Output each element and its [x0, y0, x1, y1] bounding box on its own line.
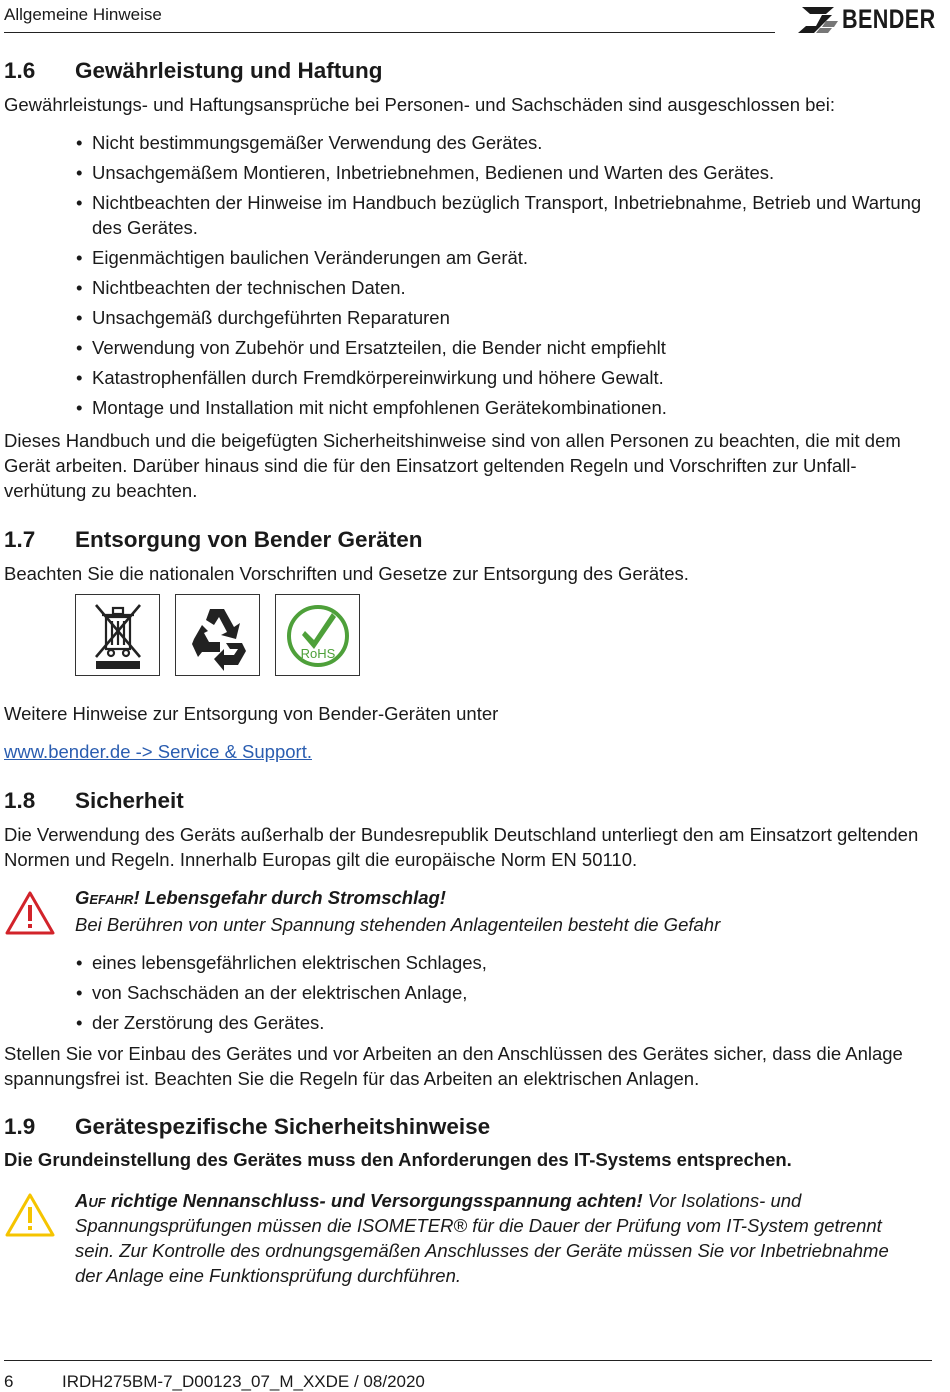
section-number: 1.9	[4, 1114, 36, 1139]
paragraph-bold-intro: Die Grundeinstellung des Gerätes muss den Anforderungen des IT-Systems entsprechen.	[4, 1149, 792, 1170]
danger-warning-triangle-icon	[4, 890, 56, 936]
section-title: Sicherheit	[75, 788, 184, 813]
list-item: • Katastrophenfällen durch Fremdkörpereinwirkung und höhere Gewalt.	[76, 365, 936, 390]
section-title: Gerätespezifische Sicherheitshinweise	[75, 1114, 491, 1139]
rohs-label: RoHS	[300, 646, 336, 661]
caution-warning-triangle-icon	[4, 1192, 56, 1238]
bender-logo-mark-icon	[796, 5, 840, 35]
list-item: • Eigenmächtigen baulichen Veränderungen am Gerät.	[76, 245, 936, 270]
list-item: • eines lebensgefährlichen elektrischen Schlages,	[76, 950, 936, 975]
header-title: Allgemeine Hinweise	[4, 5, 162, 24]
page-number: 6	[4, 1372, 14, 1391]
danger-warning-text: Bei Berühren von unter Spannung stehenden Anlagenteilen besteht die Gefahr	[75, 914, 721, 935]
caution-warning-text	[75, 1188, 915, 1288]
danger-title-text: Lebensgefahr durch Stromschlag!	[144, 887, 446, 908]
paragraph-disposal-intro: Beachten Sie die nationalen Vorschriften und Gesetze zur Entsorgung des Gerätes.	[4, 563, 689, 584]
paragraph-more-info: Weitere Hinweise zur Entsorgung von Bender-Geräten unter	[4, 703, 499, 724]
section-number: 1.7	[4, 527, 36, 552]
logo-text: BENDER	[842, 4, 936, 34]
section-number: 1.6	[4, 58, 36, 83]
section-heading-1-8	[4, 788, 184, 814]
footer-divider	[4, 1360, 932, 1361]
paragraph-safety-outro: Stellen Sie vor Einbau des Gerätes und vor Arbeiten an den Anschlüssen des Gerätes sicher, dass die Anlage spannungsfrei ist. Beachten Sie die Regeln für das Arbeiten an elektrischen Anlagen.	[4, 1043, 903, 1089]
recycling-icon	[175, 594, 260, 676]
header-divider	[4, 32, 775, 33]
list-item: • Unsachgemäß durchgeführten Reparaturen	[76, 305, 936, 330]
danger-warning-title	[75, 887, 446, 909]
paragraph-safety-intro: Die Verwendung des Geräts außerhalb der Bundesrepublik Deutschland unterliegt den am Einsatzort geltenden Normen und Regeln. Innerhalb Europas gilt die europäische Norm EN 50110.	[4, 824, 919, 870]
caution-keyword: Auf	[75, 1190, 106, 1211]
list-item: • Unsachgemäßem Montieren, Inbetriebnehmen, Bedienen und Warten des Gerätes.	[76, 160, 936, 185]
weee-crossed-bin-icon	[75, 594, 160, 676]
bender-service-support-link[interactable]: www.bender.de -> Service & Support.	[4, 741, 312, 762]
paragraph-intro: Gewährleistungs- und Haftungsansprüche bei Personen- und Sachschäden sind ausgeschlossen bei:	[4, 94, 835, 115]
danger-keyword: Gefahr!	[75, 887, 140, 908]
list-item: • Nicht bestimmungsgemäßer Verwendung des Gerätes.	[76, 130, 936, 155]
document-id: IRDH275BM-7_D00123_07_M_XXDE / 08/2020	[62, 1372, 425, 1391]
section-heading-1-7	[4, 527, 423, 553]
list-item: • Montage und Installation mit nicht empfohlenen Gerätekombinationen.	[76, 395, 936, 420]
rohs-check-icon	[275, 594, 360, 676]
list-item: • Nichtbeachten der Hinweise im Handbuch bezüglich Transport, Inbetriebnahme, Betrieb und Wartung des Gerätes.	[76, 190, 936, 240]
section-heading-1-6	[4, 58, 383, 84]
list-item: • Nichtbeachten der technischen Daten.	[76, 275, 936, 300]
section-title: Entsorgung von Bender Geräten	[75, 527, 423, 552]
caution-body-text: Vor Isolations- und Spannungsprüfungen müssen die ISOMETER® für die Dauer der Prüfung vom IT-System getrennt sein. Zur Kontrolle des ordnungsgemäßen Anschlusses der Geräte müssen Sie vor Inbetriebnahme der Anlage eine Funktionsprüfung durchführen.	[75, 1190, 889, 1286]
list-item: • der Zerstörung des Gerätes.	[76, 1010, 936, 1035]
caution-title-text: richtige Nennanschluss- und Versorgungsspannung achten!	[105, 1190, 643, 1211]
paragraph-outro: Dieses Handbuch und die beigefügten Sicherheitshinweise sind von allen Personen zu beachten, die mit dem Gerät arbeiten. Darüber hinaus sind die für den Einsatzort geltenden Regeln und Vorschriften zur Unfall-verhütung zu beachten.	[4, 430, 901, 501]
list-item: • von Sachschäden an der elektrischen Anlage,	[76, 980, 936, 1005]
bender-logo	[796, 3, 936, 37]
section-heading-1-9	[4, 1114, 490, 1140]
liability-exclusion-list	[76, 130, 936, 425]
section-title: Gewährleistung und Haftung	[75, 58, 383, 83]
section-number: 1.8	[4, 788, 36, 813]
list-item: • Verwendung von Zubehör und Ersatzteilen, die Bender nicht empfiehlt	[76, 335, 936, 360]
danger-consequence-list	[76, 950, 936, 1040]
